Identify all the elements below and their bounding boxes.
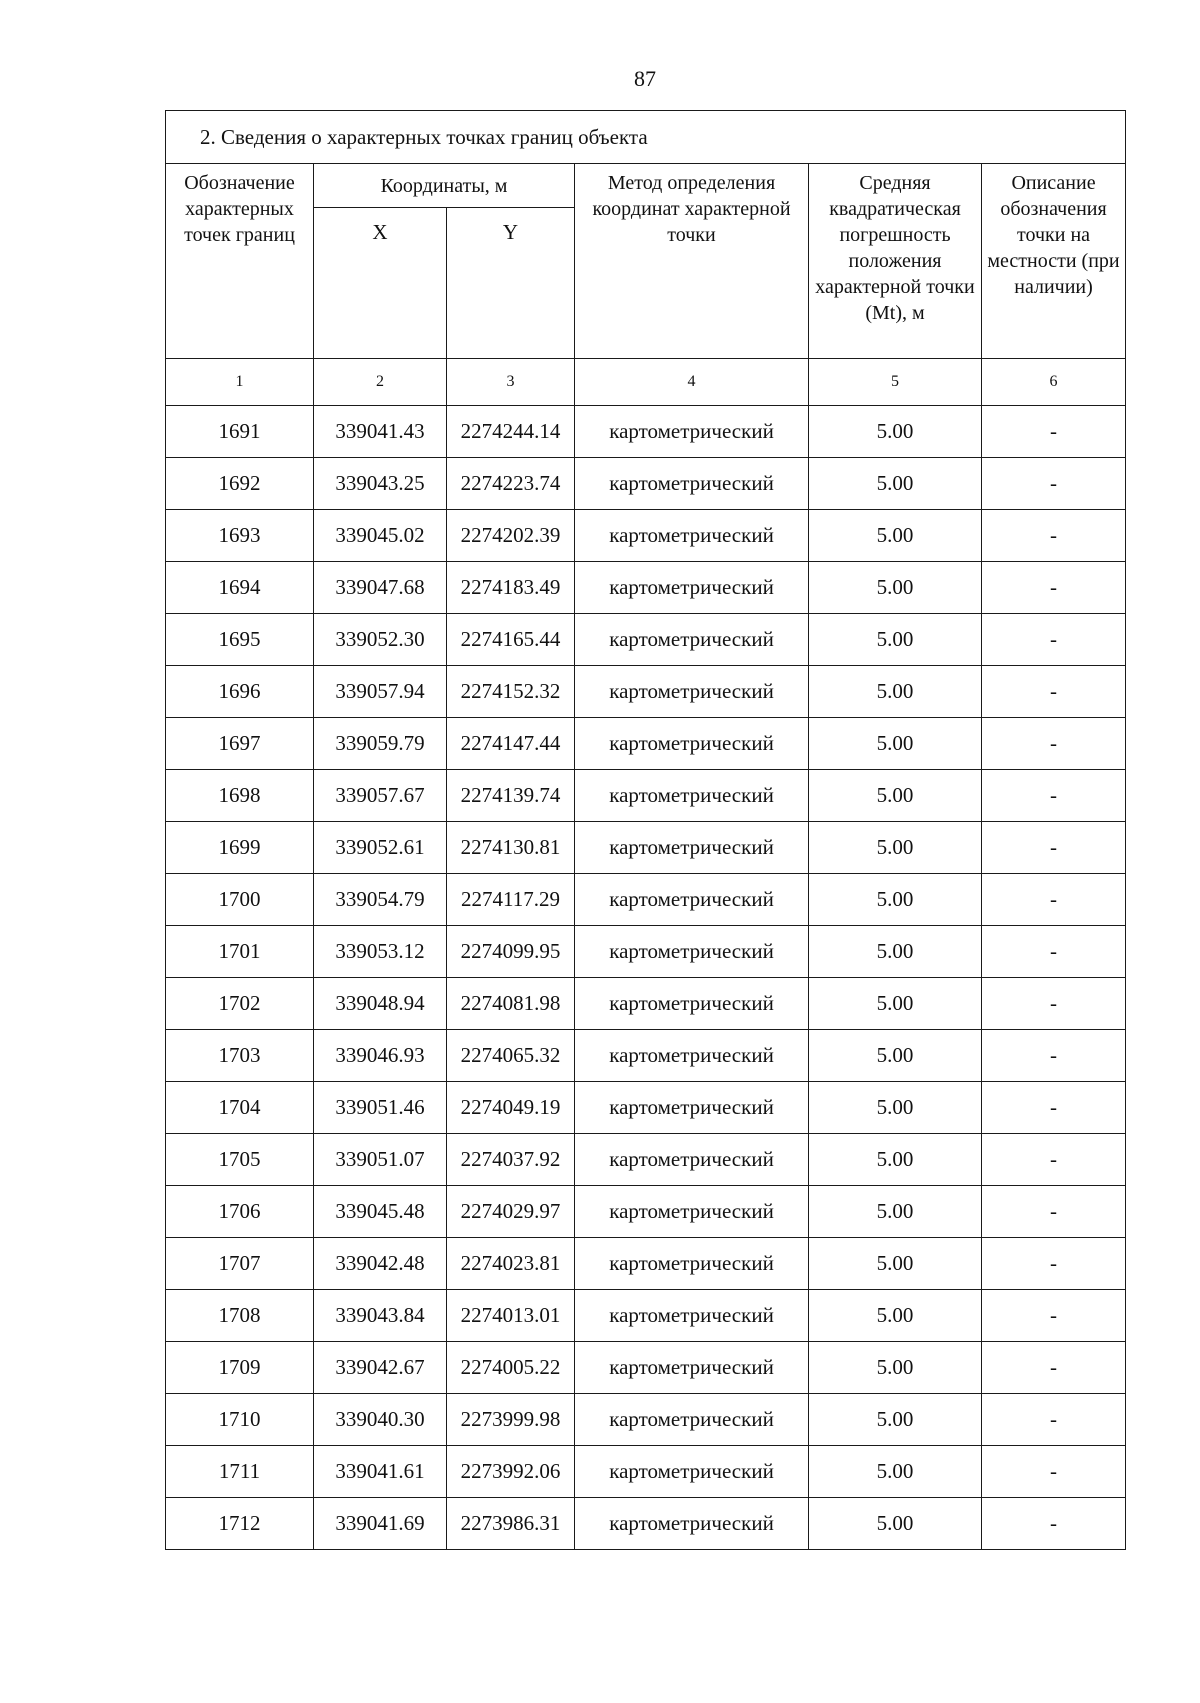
x-coordinate-cell: 339041.43 xyxy=(314,406,447,458)
error-cell: 5.00 xyxy=(809,770,982,822)
table-row xyxy=(166,926,1126,978)
method-cell: картометрический xyxy=(575,1082,809,1134)
description-cell: - xyxy=(982,1394,1126,1446)
point-id-cell: 1707 xyxy=(166,1238,314,1290)
point-id-cell: 1709 xyxy=(166,1342,314,1394)
y-coordinate-cell: 2273999.98 xyxy=(447,1394,575,1446)
description-cell: - xyxy=(982,1290,1126,1342)
x-coordinate-cell: 339051.46 xyxy=(314,1082,447,1134)
x-coordinate-cell: 339053.12 xyxy=(314,926,447,978)
header-error: Средняя квадратическая погрешность положения характерной точки (Mt), м xyxy=(809,164,982,359)
method-cell: картометрический xyxy=(575,1238,809,1290)
error-cell: 5.00 xyxy=(809,1186,982,1238)
point-id-cell: 1703 xyxy=(166,1030,314,1082)
description-cell: - xyxy=(982,874,1126,926)
boundary-points-table xyxy=(165,110,1126,1550)
error-cell: 5.00 xyxy=(809,718,982,770)
column-number: 4 xyxy=(575,359,809,406)
y-coordinate-cell: 2274023.81 xyxy=(447,1238,575,1290)
x-coordinate-cell: 339043.25 xyxy=(314,458,447,510)
description-cell: - xyxy=(982,458,1126,510)
method-cell: картометрический xyxy=(575,510,809,562)
table-row xyxy=(166,666,1126,718)
method-cell: картометрический xyxy=(575,1446,809,1498)
y-coordinate-cell: 2274130.81 xyxy=(447,822,575,874)
point-id-cell: 1705 xyxy=(166,1134,314,1186)
method-cell: картометрический xyxy=(575,926,809,978)
point-id-cell: 1710 xyxy=(166,1394,314,1446)
description-cell: - xyxy=(982,510,1126,562)
error-cell: 5.00 xyxy=(809,1498,982,1550)
x-coordinate-cell: 339048.94 xyxy=(314,978,447,1030)
point-id-cell: 1694 xyxy=(166,562,314,614)
error-cell: 5.00 xyxy=(809,1082,982,1134)
table-row xyxy=(166,1498,1126,1550)
method-cell: картометрический xyxy=(575,874,809,926)
page-number: 87 xyxy=(634,66,656,91)
error-cell: 5.00 xyxy=(809,1238,982,1290)
table-row xyxy=(166,718,1126,770)
point-id-cell: 1691 xyxy=(166,406,314,458)
x-coordinate-cell: 339042.67 xyxy=(314,1342,447,1394)
error-cell: 5.00 xyxy=(809,1134,982,1186)
column-number: 3 xyxy=(447,359,575,406)
error-cell: 5.00 xyxy=(809,978,982,1030)
table-row xyxy=(166,1030,1126,1082)
column-number-row xyxy=(166,359,1126,406)
table-row xyxy=(166,1342,1126,1394)
point-id-cell: 1700 xyxy=(166,874,314,926)
y-coordinate-cell: 2274202.39 xyxy=(447,510,575,562)
method-cell: картометрический xyxy=(575,1290,809,1342)
error-cell: 5.00 xyxy=(809,666,982,718)
description-cell: - xyxy=(982,406,1126,458)
method-cell: картометрический xyxy=(575,1134,809,1186)
method-cell: картометрический xyxy=(575,666,809,718)
table-row xyxy=(166,1134,1126,1186)
point-id-cell: 1697 xyxy=(166,718,314,770)
table-row xyxy=(166,562,1126,614)
point-id-cell: 1712 xyxy=(166,1498,314,1550)
y-coordinate-cell: 2274244.14 xyxy=(447,406,575,458)
y-coordinate-cell: 2274049.19 xyxy=(447,1082,575,1134)
header-y: Y xyxy=(447,208,575,359)
description-cell: - xyxy=(982,978,1126,1030)
column-number: 5 xyxy=(809,359,982,406)
y-coordinate-cell: 2274223.74 xyxy=(447,458,575,510)
column-number: 6 xyxy=(982,359,1126,406)
point-id-cell: 1696 xyxy=(166,666,314,718)
table-row xyxy=(166,1290,1126,1342)
x-coordinate-cell: 339041.69 xyxy=(314,1498,447,1550)
error-cell: 5.00 xyxy=(809,1394,982,1446)
y-coordinate-cell: 2274081.98 xyxy=(447,978,575,1030)
error-cell: 5.00 xyxy=(809,458,982,510)
table-row xyxy=(166,874,1126,926)
column-number: 2 xyxy=(314,359,447,406)
error-cell: 5.00 xyxy=(809,1030,982,1082)
point-id-cell: 1695 xyxy=(166,614,314,666)
description-cell: - xyxy=(982,562,1126,614)
description-cell: - xyxy=(982,926,1126,978)
table-row xyxy=(166,458,1126,510)
method-cell: картометрический xyxy=(575,978,809,1030)
point-id-cell: 1698 xyxy=(166,770,314,822)
y-coordinate-cell: 2274117.29 xyxy=(447,874,575,926)
x-coordinate-cell: 339057.94 xyxy=(314,666,447,718)
point-id-cell: 1704 xyxy=(166,1082,314,1134)
method-cell: картометрический xyxy=(575,770,809,822)
x-coordinate-cell: 339045.48 xyxy=(314,1186,447,1238)
y-coordinate-cell: 2274037.92 xyxy=(447,1134,575,1186)
y-coordinate-cell: 2274147.44 xyxy=(447,718,575,770)
error-cell: 5.00 xyxy=(809,926,982,978)
description-cell: - xyxy=(982,718,1126,770)
description-cell: - xyxy=(982,1186,1126,1238)
table-row xyxy=(166,1238,1126,1290)
table-row xyxy=(166,1082,1126,1134)
error-cell: 5.00 xyxy=(809,874,982,926)
header-description: Описание обозначения точки на местности (при наличии) xyxy=(982,164,1126,359)
x-coordinate-cell: 339040.30 xyxy=(314,1394,447,1446)
x-coordinate-cell: 339043.84 xyxy=(314,1290,447,1342)
x-coordinate-cell: 339047.68 xyxy=(314,562,447,614)
method-cell: картометрический xyxy=(575,1394,809,1446)
description-cell: - xyxy=(982,770,1126,822)
description-cell: - xyxy=(982,1446,1126,1498)
point-id-cell: 1711 xyxy=(166,1446,314,1498)
x-coordinate-cell: 339059.79 xyxy=(314,718,447,770)
point-id-cell: 1699 xyxy=(166,822,314,874)
error-cell: 5.00 xyxy=(809,510,982,562)
table-row xyxy=(166,770,1126,822)
error-cell: 5.00 xyxy=(809,1290,982,1342)
y-coordinate-cell: 2274013.01 xyxy=(447,1290,575,1342)
table-row xyxy=(166,1186,1126,1238)
x-coordinate-cell: 339051.07 xyxy=(314,1134,447,1186)
section-title: 2. Сведения о характерных точках границ объекта xyxy=(166,111,1126,164)
method-cell: картометрический xyxy=(575,406,809,458)
column-number: 1 xyxy=(166,359,314,406)
description-cell: - xyxy=(982,1498,1126,1550)
table-row xyxy=(166,978,1126,1030)
header-x: X xyxy=(314,208,447,359)
description-cell: - xyxy=(982,1134,1126,1186)
y-coordinate-cell: 2274165.44 xyxy=(447,614,575,666)
header-method: Метод определения координат характерной точки xyxy=(575,164,809,359)
table-row xyxy=(166,1446,1126,1498)
method-cell: картометрический xyxy=(575,562,809,614)
method-cell: картометрический xyxy=(575,1342,809,1394)
method-cell: картометрический xyxy=(575,458,809,510)
error-cell: 5.00 xyxy=(809,1342,982,1394)
error-cell: 5.00 xyxy=(809,822,982,874)
point-id-cell: 1692 xyxy=(166,458,314,510)
error-cell: 5.00 xyxy=(809,406,982,458)
x-coordinate-cell: 339042.48 xyxy=(314,1238,447,1290)
point-id-cell: 1693 xyxy=(166,510,314,562)
table-row xyxy=(166,614,1126,666)
x-coordinate-cell: 339057.67 xyxy=(314,770,447,822)
error-cell: 5.00 xyxy=(809,562,982,614)
error-cell: 5.00 xyxy=(809,1446,982,1498)
y-coordinate-cell: 2273986.31 xyxy=(447,1498,575,1550)
x-coordinate-cell: 339054.79 xyxy=(314,874,447,926)
y-coordinate-cell: 2274183.49 xyxy=(447,562,575,614)
y-coordinate-cell: 2274139.74 xyxy=(447,770,575,822)
table-row xyxy=(166,510,1126,562)
x-coordinate-cell: 339041.61 xyxy=(314,1446,447,1498)
method-cell: картометрический xyxy=(575,1498,809,1550)
table-row xyxy=(166,1394,1126,1446)
x-coordinate-cell: 339052.61 xyxy=(314,822,447,874)
description-cell: - xyxy=(982,822,1126,874)
y-coordinate-cell: 2274005.22 xyxy=(447,1342,575,1394)
x-coordinate-cell: 339046.93 xyxy=(314,1030,447,1082)
method-cell: картометрический xyxy=(575,1186,809,1238)
description-cell: - xyxy=(982,666,1126,718)
y-coordinate-cell: 2274099.95 xyxy=(447,926,575,978)
y-coordinate-cell: 2274029.97 xyxy=(447,1186,575,1238)
point-id-cell: 1702 xyxy=(166,978,314,1030)
error-cell: 5.00 xyxy=(809,614,982,666)
method-cell: картометрический xyxy=(575,718,809,770)
method-cell: картометрический xyxy=(575,822,809,874)
method-cell: картометрический xyxy=(575,614,809,666)
header-coordinates: Координаты, м xyxy=(314,164,575,208)
x-coordinate-cell: 339052.30 xyxy=(314,614,447,666)
description-cell: - xyxy=(982,1238,1126,1290)
table-row xyxy=(166,822,1126,874)
description-cell: - xyxy=(982,1082,1126,1134)
x-coordinate-cell: 339045.02 xyxy=(314,510,447,562)
y-coordinate-cell: 2274065.32 xyxy=(447,1030,575,1082)
point-id-cell: 1706 xyxy=(166,1186,314,1238)
description-cell: - xyxy=(982,1030,1126,1082)
description-cell: - xyxy=(982,614,1126,666)
point-id-cell: 1708 xyxy=(166,1290,314,1342)
table-row xyxy=(166,406,1126,458)
header-point: Обозначение характерных точек границ xyxy=(166,164,314,359)
description-cell: - xyxy=(982,1342,1126,1394)
method-cell: картометрический xyxy=(575,1030,809,1082)
point-id-cell: 1701 xyxy=(166,926,314,978)
y-coordinate-cell: 2274152.32 xyxy=(447,666,575,718)
y-coordinate-cell: 2273992.06 xyxy=(447,1446,575,1498)
